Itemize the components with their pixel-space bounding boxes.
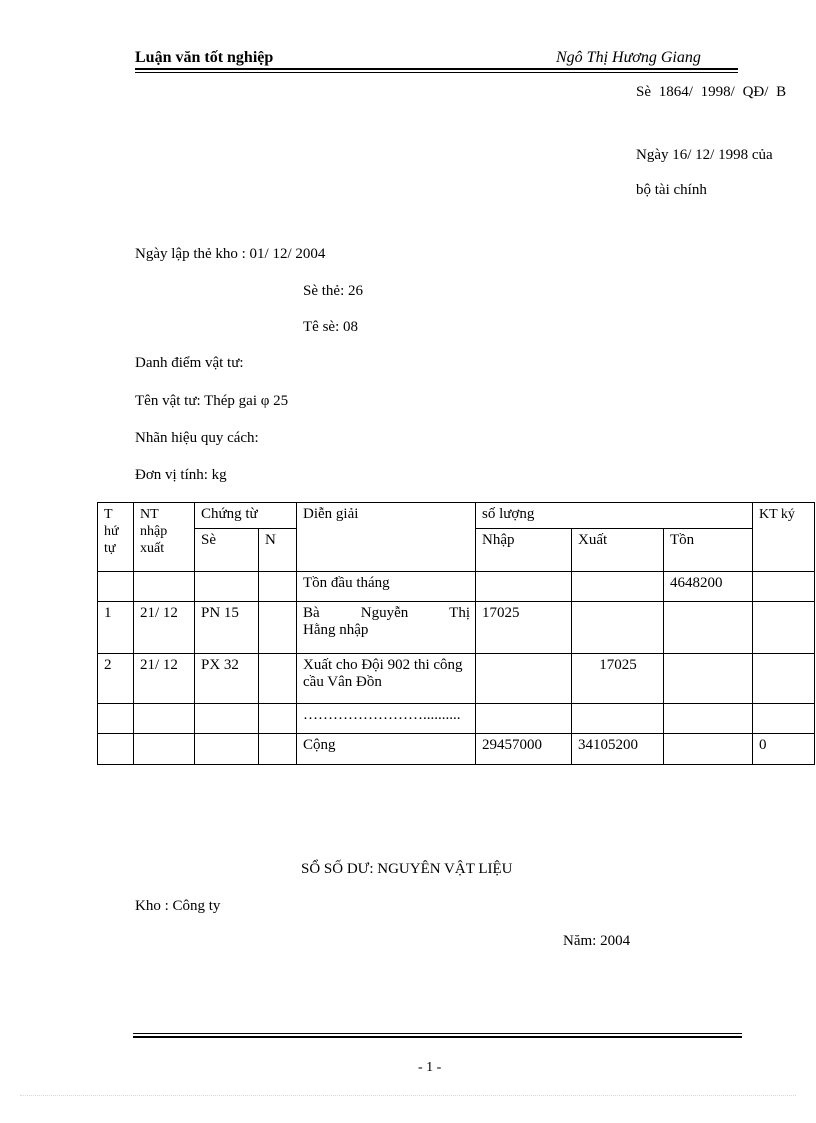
- cell-ton: [664, 704, 753, 734]
- cell-nhap: [476, 654, 572, 704]
- cell-kt: [753, 572, 815, 602]
- cell-ton: 4648200: [664, 572, 753, 602]
- decision-ministry: bộ tài chính: [636, 182, 707, 198]
- cell-so: PX 32: [195, 654, 259, 704]
- header-soluong: số lượng: [476, 503, 753, 529]
- cell-n: [259, 734, 297, 765]
- cell-nt: [134, 572, 195, 602]
- cell-kt: [753, 654, 815, 704]
- cell-stt: [98, 572, 134, 602]
- item-unit: Đơn vị tính: kg: [135, 467, 227, 483]
- card-number: Sè thẻ: 26: [303, 283, 363, 299]
- cell-so: [195, 572, 259, 602]
- cell-nhap: 17025: [476, 602, 572, 654]
- item-code: Danh điểm vật tư:: [135, 355, 244, 371]
- header-left-title: Luận văn tốt nghiệp: [135, 49, 274, 66]
- table-row: [98, 602, 815, 654]
- decision-date: Ngày 16/ 12/ 1998 của: [636, 147, 773, 163]
- cell-diengiai: Cộng: [297, 734, 476, 765]
- cell-stt: 1: [98, 602, 134, 654]
- table-row: [98, 734, 815, 765]
- cell-kt: [753, 602, 815, 654]
- cell-n: [259, 602, 297, 654]
- cell-diengiai: ……………………..........: [297, 704, 476, 734]
- cell-nhap: [476, 704, 572, 734]
- header-author: Ngô Thị Hương Giang: [556, 49, 701, 66]
- header-kt: KT ký: [753, 503, 815, 572]
- cell-so: PN 15: [195, 602, 259, 654]
- decision-number: Sè 1864/ 1998/ QĐ/ B: [636, 84, 787, 100]
- header-so: Sè: [195, 529, 259, 572]
- ledger-warehouse: Kho : Công ty: [135, 898, 221, 914]
- cell-xuat: 17025: [572, 654, 664, 704]
- cell-nt: [134, 704, 195, 734]
- header-xuat: Xuất: [572, 529, 664, 572]
- cell-so: [195, 734, 259, 765]
- stock-card-table: [97, 502, 815, 765]
- cell-nt: 21/ 12: [134, 602, 195, 654]
- cell-stt: [98, 734, 134, 765]
- cell-n: [259, 654, 297, 704]
- ledger-title: SỔ SỐ DƯ: NGUYÊN VẬT LIỆU: [301, 861, 513, 877]
- header-rule-thick: [135, 68, 738, 70]
- item-brand: Nhãn hiệu quy cách:: [135, 430, 259, 446]
- card-date: Ngày lập thẻ kho : 01/ 12/ 2004: [135, 246, 326, 262]
- cell-so: [195, 704, 259, 734]
- cell-nt: 21/ 12: [134, 654, 195, 704]
- ledger-year: Năm: 2004: [563, 933, 631, 949]
- cell-xuat: 34105200: [572, 734, 664, 765]
- page-edge-divider: [20, 1095, 796, 1096]
- header-nt: NT nhập xuất: [134, 503, 195, 572]
- cell-n: [259, 572, 297, 602]
- table-row: [98, 654, 815, 704]
- sheet-number: Tê sè: 08: [303, 319, 358, 335]
- header-nhap: Nhập: [476, 529, 572, 572]
- cell-xuat: [572, 602, 664, 654]
- footer-rule-thin: [133, 1033, 742, 1034]
- header-chungtu: Chứng từ: [195, 503, 297, 529]
- table-row: [98, 572, 815, 602]
- cell-ton: [664, 654, 753, 704]
- cell-diengiai: Xuất cho Đội 902 thi công cầu Vân Đồn: [297, 654, 476, 704]
- page-number: - 1 -: [418, 1060, 442, 1075]
- cell-stt: [98, 704, 134, 734]
- cell-stt: 2: [98, 654, 134, 704]
- cell-nhap: 29457000: [476, 734, 572, 765]
- cell-diengiai-line2: Hằng nhập: [303, 622, 369, 638]
- cell-kt: 0: [753, 734, 815, 765]
- header-n: N: [259, 529, 297, 572]
- cell-n: [259, 704, 297, 734]
- cell-xuat: [572, 572, 664, 602]
- cell-ton: [664, 734, 753, 765]
- item-name: Tên vật tư: Thép gai φ 25: [135, 393, 289, 409]
- header-ton: Tồn: [664, 529, 753, 572]
- cell-diengiai: [297, 602, 476, 654]
- cell-ton: [664, 602, 753, 654]
- header-rule-thin: [135, 72, 738, 73]
- cell-diengiai-line1: Bà Nguyễn Thị: [303, 605, 470, 621]
- footer-rule-thick: [133, 1036, 742, 1038]
- cell-kt: [753, 704, 815, 734]
- cell-diengiai: Tồn đầu tháng: [297, 572, 476, 602]
- header-stt: T hứ tự: [98, 503, 134, 572]
- cell-xuat: [572, 704, 664, 734]
- cell-nhap: [476, 572, 572, 602]
- header-diengiai: Diễn giải: [297, 503, 476, 572]
- cell-nt: [134, 734, 195, 765]
- table-row: [98, 704, 815, 734]
